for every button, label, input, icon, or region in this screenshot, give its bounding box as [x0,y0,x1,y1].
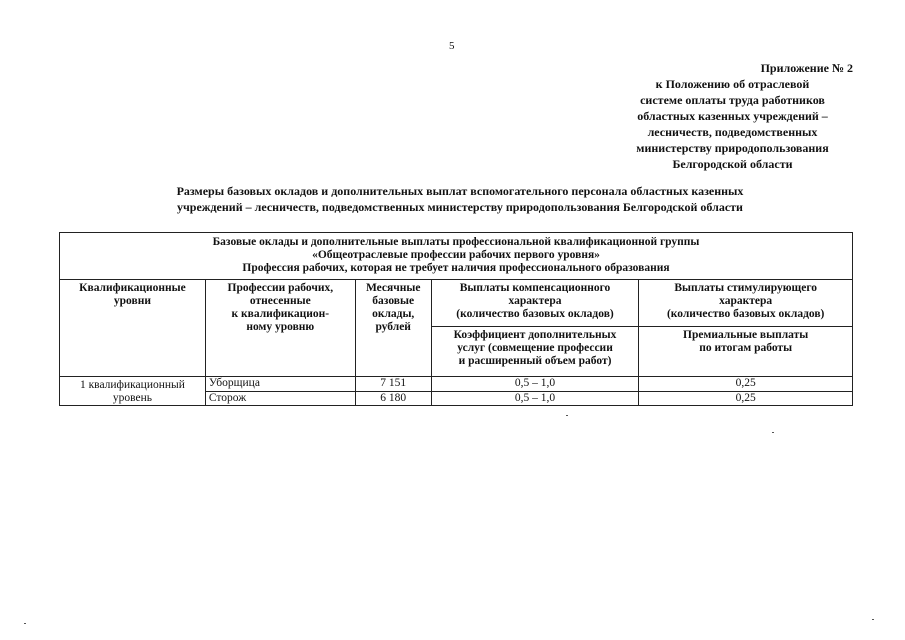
table-group-header-row [60,233,853,280]
document-title-line-2: учреждений – лесничеств, подведомственных министерству природопользования Белгородской области [177,200,743,214]
group-header-line-2: «Общеотраслевые профессии рабочих первого уровня» [312,249,600,261]
coefficient-cell: 0,5 – 1,0 [431,377,639,392]
group-header-line-1: Базовые оклады и дополнительные выплаты профессиональной квалификационной группы [212,236,700,248]
profession-cell: Уборщица [205,377,355,392]
column-header-salary [355,280,431,377]
column-header-incentive-line-3: (количество базовых окладов) [666,308,825,320]
appendix-header [600,60,865,172]
column-header-salary-line-4: рублей [375,321,411,333]
column-header-incentive-line-2: характера [719,295,773,307]
column-header-level-line-2: уровни [113,295,151,307]
subheader-bonus [639,327,853,377]
column-header-compensation-line-1: Выплаты компенсационного [459,282,611,294]
column-header-professions-line-3: к квалификацион- [231,308,330,320]
bonus-cell: 0,25 [639,391,853,406]
column-header-compensation-line-2: характера [508,295,562,307]
subheader-coefficient-line-2: услуг (совмещение профессии [457,342,613,355]
table-column-header-row [60,280,853,327]
qualification-level-line-2: уровень [112,392,152,404]
column-header-level-line-1: Квалификационные [79,282,186,294]
column-header-professions-line-2: отнесенные [249,295,311,307]
appendix-line-3: системе оплаты труда работников [640,93,825,107]
column-header-incentive [639,280,853,327]
salary-table [59,232,853,406]
salary-cell: 7 151 [355,377,431,392]
column-header-professions [205,280,355,377]
column-header-professions-line-4: ному уровню [246,321,315,333]
subheader-coefficient-line-1: Коэффициент дополнительных [453,329,617,342]
column-header-salary-line-1: Месячные [365,282,421,294]
scan-speck [24,623,26,624]
subheader-coefficient [431,327,639,377]
scan-speck [566,415,568,416]
appendix-line-1: Приложение № 2 [760,61,853,75]
bonus-cell: 0,25 [639,377,853,392]
salary-cell: 6 180 [355,391,431,406]
column-header-salary-line-2: базовые [372,295,415,307]
qualification-level-cell [60,377,206,406]
appendix-line-4: областных казенных учреждений – [637,109,828,123]
document-title-line-1: Размеры базовых окладов и дополнительных выплат вспомогательного персонала областных казенных [176,184,744,198]
column-header-compensation-line-3: (количество базовых окладов) [456,308,614,320]
group-header-line-3: Профессия рабочих, которая не требует наличия профессионального образования [242,262,670,274]
column-header-level [60,280,206,377]
qualification-level-line-1: 1 квалификационный [79,379,185,391]
subheader-bonus-line-1: Премиальные выплаты [683,329,809,342]
qualification-group-header [60,233,853,280]
appendix-line-6: министерству природопользования [636,141,829,155]
column-header-compensation [431,280,639,327]
scan-speck [772,432,774,433]
subheader-coefficient-line-3: и расширенный объем работ) [458,355,612,368]
coefficient-cell: 0,5 – 1,0 [431,391,639,406]
column-header-salary-line-3: оклады, [372,308,415,320]
page-number: 5 [449,40,455,52]
column-header-incentive-line-1: Выплаты стимулирующего [674,282,818,294]
profession-cell: Сторож [205,391,355,406]
table-row [60,377,853,392]
column-header-professions-line-1: Профессии рабочих, [227,282,334,294]
appendix-line-5: лесничеств, подведомственных [647,125,818,139]
appendix-line-7: Белгородской области [672,157,793,171]
document-title [100,183,820,215]
scan-speck [872,619,874,620]
subheader-bonus-line-2: по итогам работы [699,342,793,355]
appendix-line-2: к Положению об отраслевой [655,77,810,91]
